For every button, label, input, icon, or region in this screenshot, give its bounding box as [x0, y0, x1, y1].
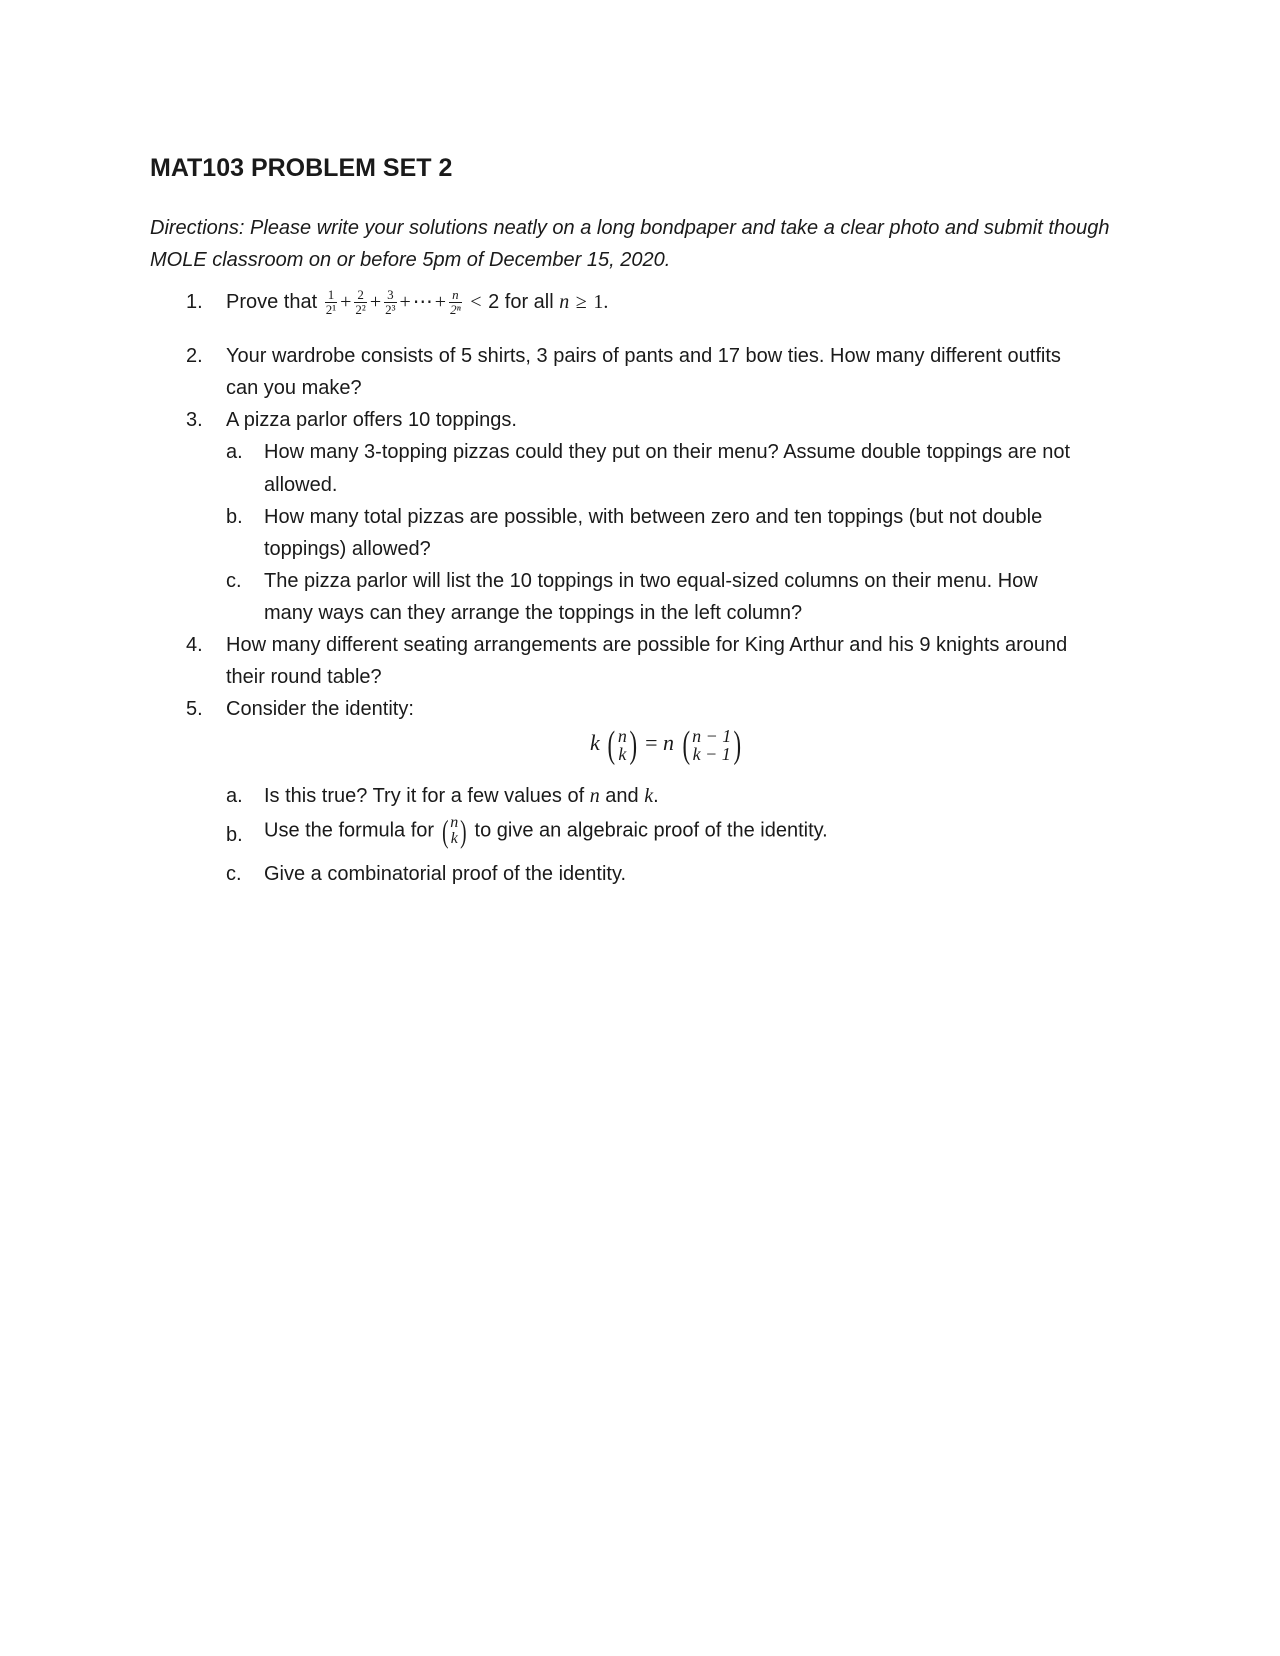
problem-5-number: 5. [186, 698, 203, 720]
problem-1-statement [226, 288, 608, 317]
problem-1-number: 1. [186, 291, 203, 313]
problem-3a-label: a. [226, 441, 243, 463]
ellipsis: ⋯ [412, 291, 433, 313]
var-k: k [644, 785, 654, 807]
identity-k: k [590, 730, 600, 756]
problem-3c-text-1: The pizza parlor will list the 10 toppings in two equal-sized columns on their menu. How [264, 570, 1038, 592]
problem-3b-label: b. [226, 506, 243, 528]
problem-3a-text-2: allowed. [264, 474, 338, 496]
problem-5-text: Consider the identity: [226, 698, 414, 720]
fraction-2: $\frac{2}{\text{2²}}$ [355, 287, 366, 318]
less-than: < [470, 291, 482, 313]
plus-sign: + [434, 291, 447, 313]
problem-5c-text: Give a combinatorial proof of the identity. [264, 863, 627, 885]
plus-sign: + [399, 291, 411, 313]
problem-3c-label: c. [226, 570, 242, 592]
binomial-n-k-inline: ( n k ) [441, 813, 467, 849]
problem-1-prefix: Prove that [226, 291, 318, 313]
problem-3-number: 3. [186, 409, 203, 431]
problem-1-mid: 2 for all [488, 291, 554, 313]
problem-3b-text-2: toppings) allowed? [264, 538, 431, 560]
problem-1 [0, 288, 1280, 318]
plus-sign: + [340, 291, 352, 313]
identity-n: n [663, 730, 674, 756]
fraction-3: $\frac{3}{\text{2³}}$ [385, 287, 396, 318]
binomial-n-k: ( n k ) [607, 724, 638, 766]
fraction-n: $\frac{n}{\text{2ⁿ}}$ [450, 287, 461, 318]
problem-4-text-1: How many different seating arrangements are possible for King Arthur and his 9 knights around [226, 634, 1068, 656]
geq-sign: ≥ [575, 291, 587, 313]
problem-5a-label: a. [226, 785, 243, 807]
problem-3-text: A pizza parlor offers 10 toppings. [226, 409, 517, 431]
var-n: n [559, 291, 570, 313]
document-title: MAT103 PROBLEM SET 2 [150, 154, 453, 182]
problem-3c-text-2: many ways can they arrange the toppings in the left column? [264, 602, 803, 624]
problem-3a-text-1: How many 3-topping pizzas could they put on their menu? Assume double toppings are not [264, 441, 1071, 463]
plus-sign: + [369, 291, 382, 313]
identity-equals: = [645, 730, 658, 756]
problem-4-number: 4. [186, 634, 203, 656]
problem-5b-label: b. [226, 824, 243, 846]
one: 1. [593, 291, 609, 313]
var-n: n [589, 785, 600, 807]
binomial-n1-k1: ( n − 1 k − 1 ) [682, 724, 742, 766]
problem-2-text-1: Your wardrobe consists of 5 shirts, 3 pairs of pants and 17 bow ties. How many different outfits [226, 345, 1061, 367]
problem-5c-label: c. [226, 863, 242, 885]
binomial-identity [590, 726, 744, 764]
problem-3b-text-1: How many total pizzas are possible, with between zero and ten toppings (but not double [264, 506, 1043, 528]
problem-5b-text: Use the formula for ( n k ) to give an algebraic proof of the identity. [264, 813, 828, 849]
problem-2-number: 2. [186, 345, 203, 367]
problem-2-text-2: can you make? [226, 377, 362, 399]
directions-text: Directions: Please write your solutions neatly on a long bondpaper and take a clear photo and submit though MOLE classroom on or before 5pm of December 15, 2020. [150, 217, 1110, 271]
problem-5a-text: Is this true? Try it for a few values of n and k. [264, 785, 659, 807]
problem-4-text-2: their round table? [226, 666, 382, 688]
fraction-1: $\frac{1}{\text{2¹}}$ [325, 287, 337, 318]
